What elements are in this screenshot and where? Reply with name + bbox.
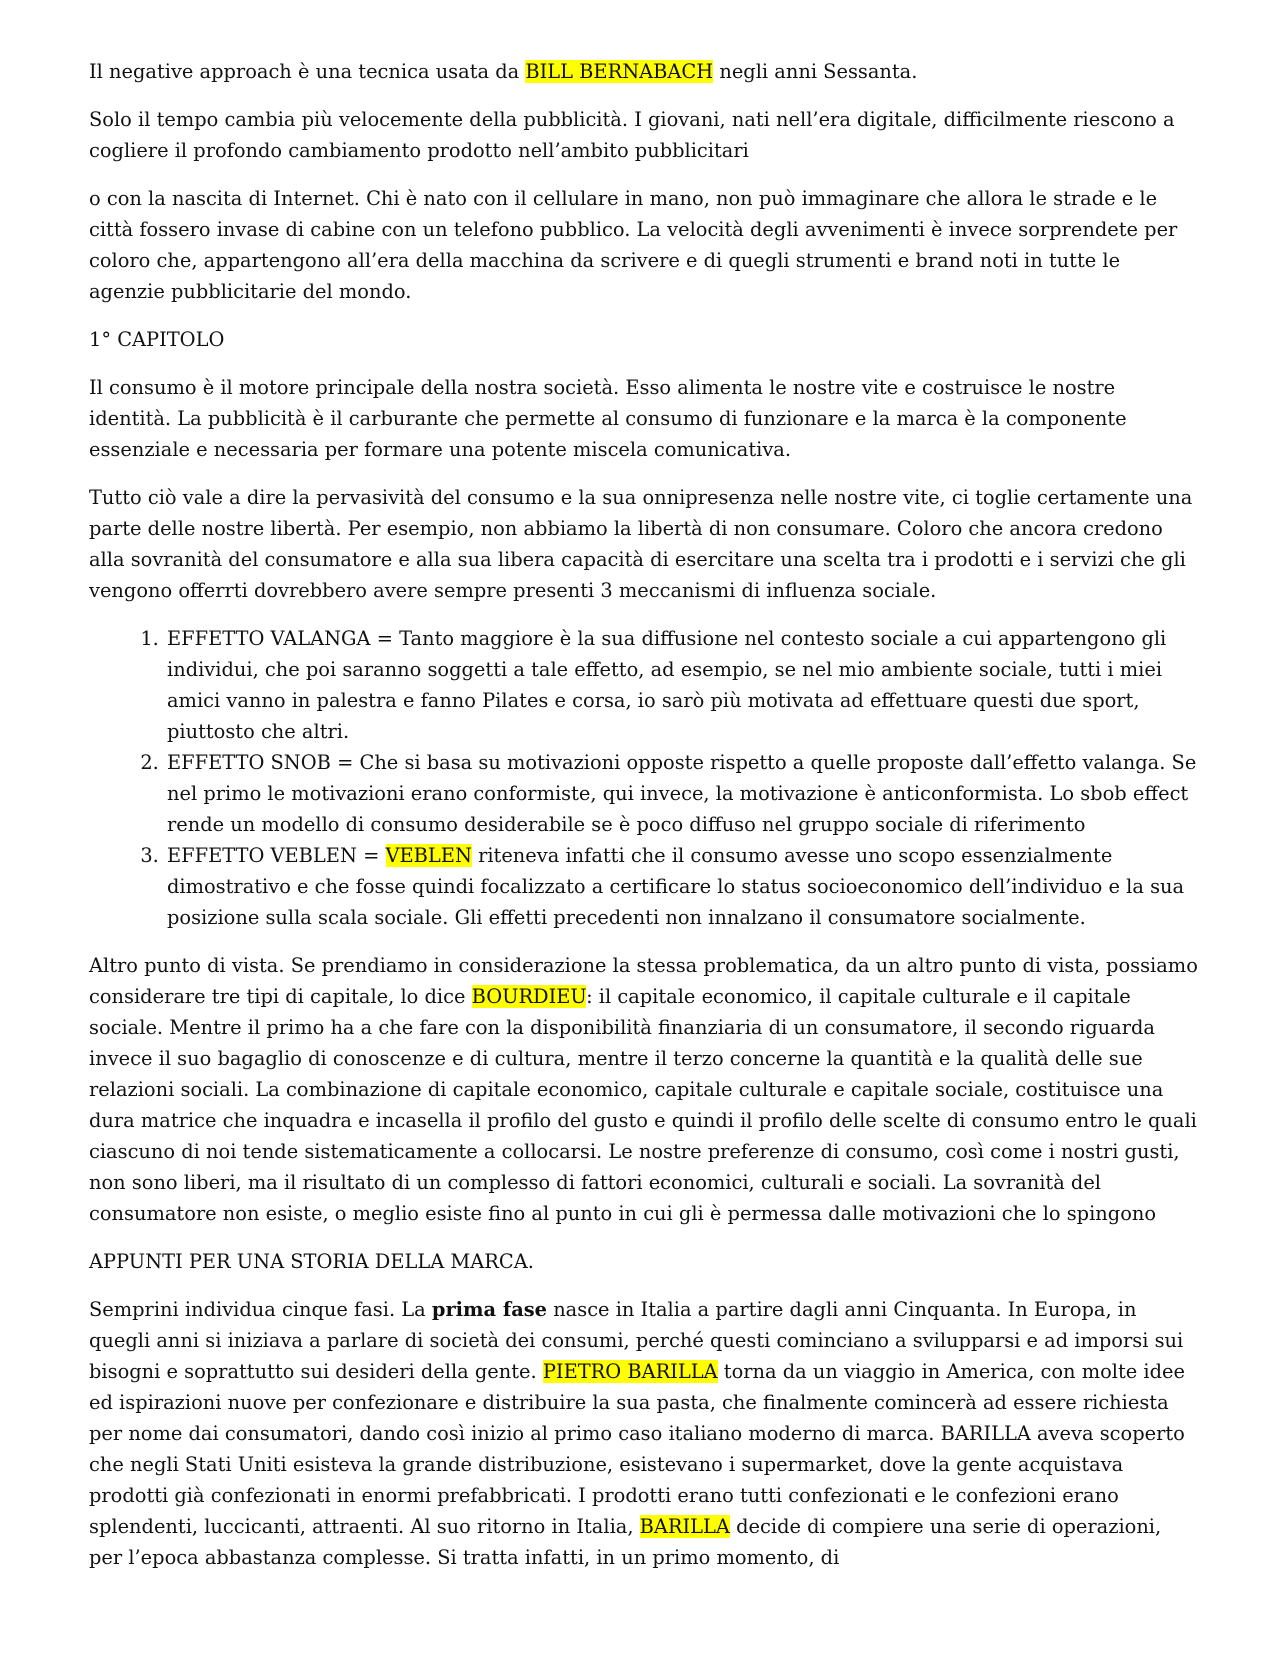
highlight-bourdieu: BOURDIEU xyxy=(471,985,587,1008)
section-heading-brand: APPUNTI PER UNA STORIA DELLA MARCA. xyxy=(89,1250,534,1273)
highlight-barilla: BARILLA xyxy=(639,1515,730,1538)
list-item-valanga: 1. EFFETTO VALANGA = Tanto maggiore è la sua diffusione nel contesto sociale a cui appartengono gli individui, che poi saranno soggetti a tale effetto, ad esempio, se nel mio ambiente sociale, tutti i miei amici vanno in palestra e fanno Pilates e corsa, io sarò più motivata ad effettuare questi due sport, piuttosto che altri. xyxy=(165,623,1199,747)
paragraph-time: Solo il tempo cambia più velocemente della pubblicità. I giovani, nati nell’era digitale, difficilmente riescono a cogliere il profondo cambiamento prodotto nell’ambito pubblicitari xyxy=(89,108,1175,162)
influence-list xyxy=(89,623,1199,933)
chapter-heading: 1° CAPITOLO xyxy=(89,328,225,351)
list-item-snob: 2. EFFETTO SNOB = Che si basa su motivazioni opposte rispetto a quelle proposte dall’effetto valanga. Se nel primo le motivazioni erano conformiste, qui invece, la motivazione è anticonformista. Lo sbob effect rende un modello di consumo desiderabile se è poco diffuso nel gruppo sociale di riferimento xyxy=(165,747,1199,840)
bold-prima-fase: prima fase xyxy=(431,1298,548,1321)
semprini-part4: decide di compiere una serie di operazioni, per l’epoca abbastanza complesse. Si tratta infatti, in un primo momento, di xyxy=(89,1515,1162,1569)
paragraph-bourdieu xyxy=(89,950,1199,1229)
paragraph-semprini xyxy=(89,1294,1199,1573)
paragraph-consumption: Il consumo è il motore principale della nostra società. Esso alimenta le nostre vite e costruisce le nostre identità. La pubblicità è il carburante che permette al consumo di funzionare e la marca è la componente essenziale e necessaria per formare una potente miscela comunicativa. xyxy=(89,376,1127,461)
semprini-part2: nasce in Italia a partire dagli anni Cinquanta. In Europa, in quegli anni si iniziava a parlare di società dei consumi, perché questi cominciano a svilupparsi e ad imporsi sui bisogni e soprattutto sui desideri della gente. xyxy=(89,1298,1184,1383)
semprini-part1: Semprini individua cinque fasi. La xyxy=(89,1298,432,1321)
paragraph-pervasiveness: Tutto ciò vale a dire la pervasività del consumo e la sua onnipresenza nelle nostre vite, ci toglie certamente una parte delle nostre libertà. Per esempio, non abbiamo la libertà di non consumare. Coloro che ancora credono alla sovranità del consumatore e alla sua libera capacità di esercitare una scelta tra i prodotti e i servizi che gli vengono offerrti dovrebbero avere sempre presenti 3 meccanismi di influenza sociale. xyxy=(89,486,1193,602)
paragraph-internet: o con la nascita di Internet. Chi è nato con il cellulare in mano, non può immaginare che allora le strade e le città fossero invase di cabine con un telefono pubblico. La velocità degli avvenimenti è invece sorprendete per coloro che, appartengono all’era della macchina da scrivere e di quegli strumenti e brand noti in tutte le agenzie pubblicitarie del mondo. xyxy=(89,187,1178,303)
paragraph-intro-after: negli anni Sessanta. xyxy=(713,60,918,83)
semprini-part3: torna da un viaggio in America, con molte idee ed ispirazioni nuove per confezionare e distribuire la sua pasta, che finalmente comincerà ad essere richiesta per nome dai consumatori, dando così inizio al primo caso italiano moderno di marca. BARILLA aveva scoperto che negli Stati Uniti esisteva la grande distribuzione, esistevano i supermarket, dove la gente acquistava prodotti già confezionati in enormi prefabbricati. I prodotti erano tutti confezionati e le confezioni erano splendenti, luccicanti, attraenti. Al suo ritorno in Italia, xyxy=(89,1360,1185,1538)
paragraph-intro-before: Il negative approach è una tecnica usata da xyxy=(89,60,526,83)
highlight-veblen: VEBLEN xyxy=(385,844,472,867)
bourdieu-after: : il capitale economico, il capitale culturale e il capitale sociale. Mentre il primo ha a che fare con la disponibilità finanziaria di un consumatore, il secondo riguarda invece il suo bagaglio di conoscenze e di cultura, mentre il terzo concerne la quantità e la qualità delle sue relazioni sociali. La combinazione di capitale economico, capitale culturale e capitale sociale, costituisce una dura matrice che inquadra e incasella il profilo del gusto e quindi il profilo delle scelte di consumo entro le quali ciascuno di noi tende sistematicamente a collocarsi. Le nostre preferenze di consumo, così come i nostri gusti, non sono liberi, ma il risultato di un complesso di fattori economici, culturali e sociali. La sovranità del consumatore non esiste, o meglio esiste fino al punto in cui gli è permessa dalle motivazioni che lo spingono xyxy=(89,985,1197,1225)
list-item-veblen xyxy=(165,840,1199,933)
paragraph-intro xyxy=(89,56,1199,87)
bourdieu-before: Altro punto di vista. Se prendiamo in considerazione la stessa problematica, da un altro punto di vista, possiamo considerare tre tipi di capitale, lo dice xyxy=(89,954,1198,1008)
veblen-before: EFFETTO VEBLEN = xyxy=(167,844,386,867)
highlight-pietro-barilla: PIETRO BARILLA xyxy=(542,1360,718,1383)
highlight-bernbach: BILL BERNABACH xyxy=(525,60,714,83)
veblen-after: riteneva infatti che il consumo avesse uno scopo essenzialmente dimostrativo e che fosse quindi focalizzato a certificare lo status socioeconomico dell’individuo e la sua posizione sulla scala sociale. Gli effetti precedenti non innalzano il consumatore socialmente. xyxy=(167,844,1185,929)
document-page xyxy=(89,56,1199,1590)
